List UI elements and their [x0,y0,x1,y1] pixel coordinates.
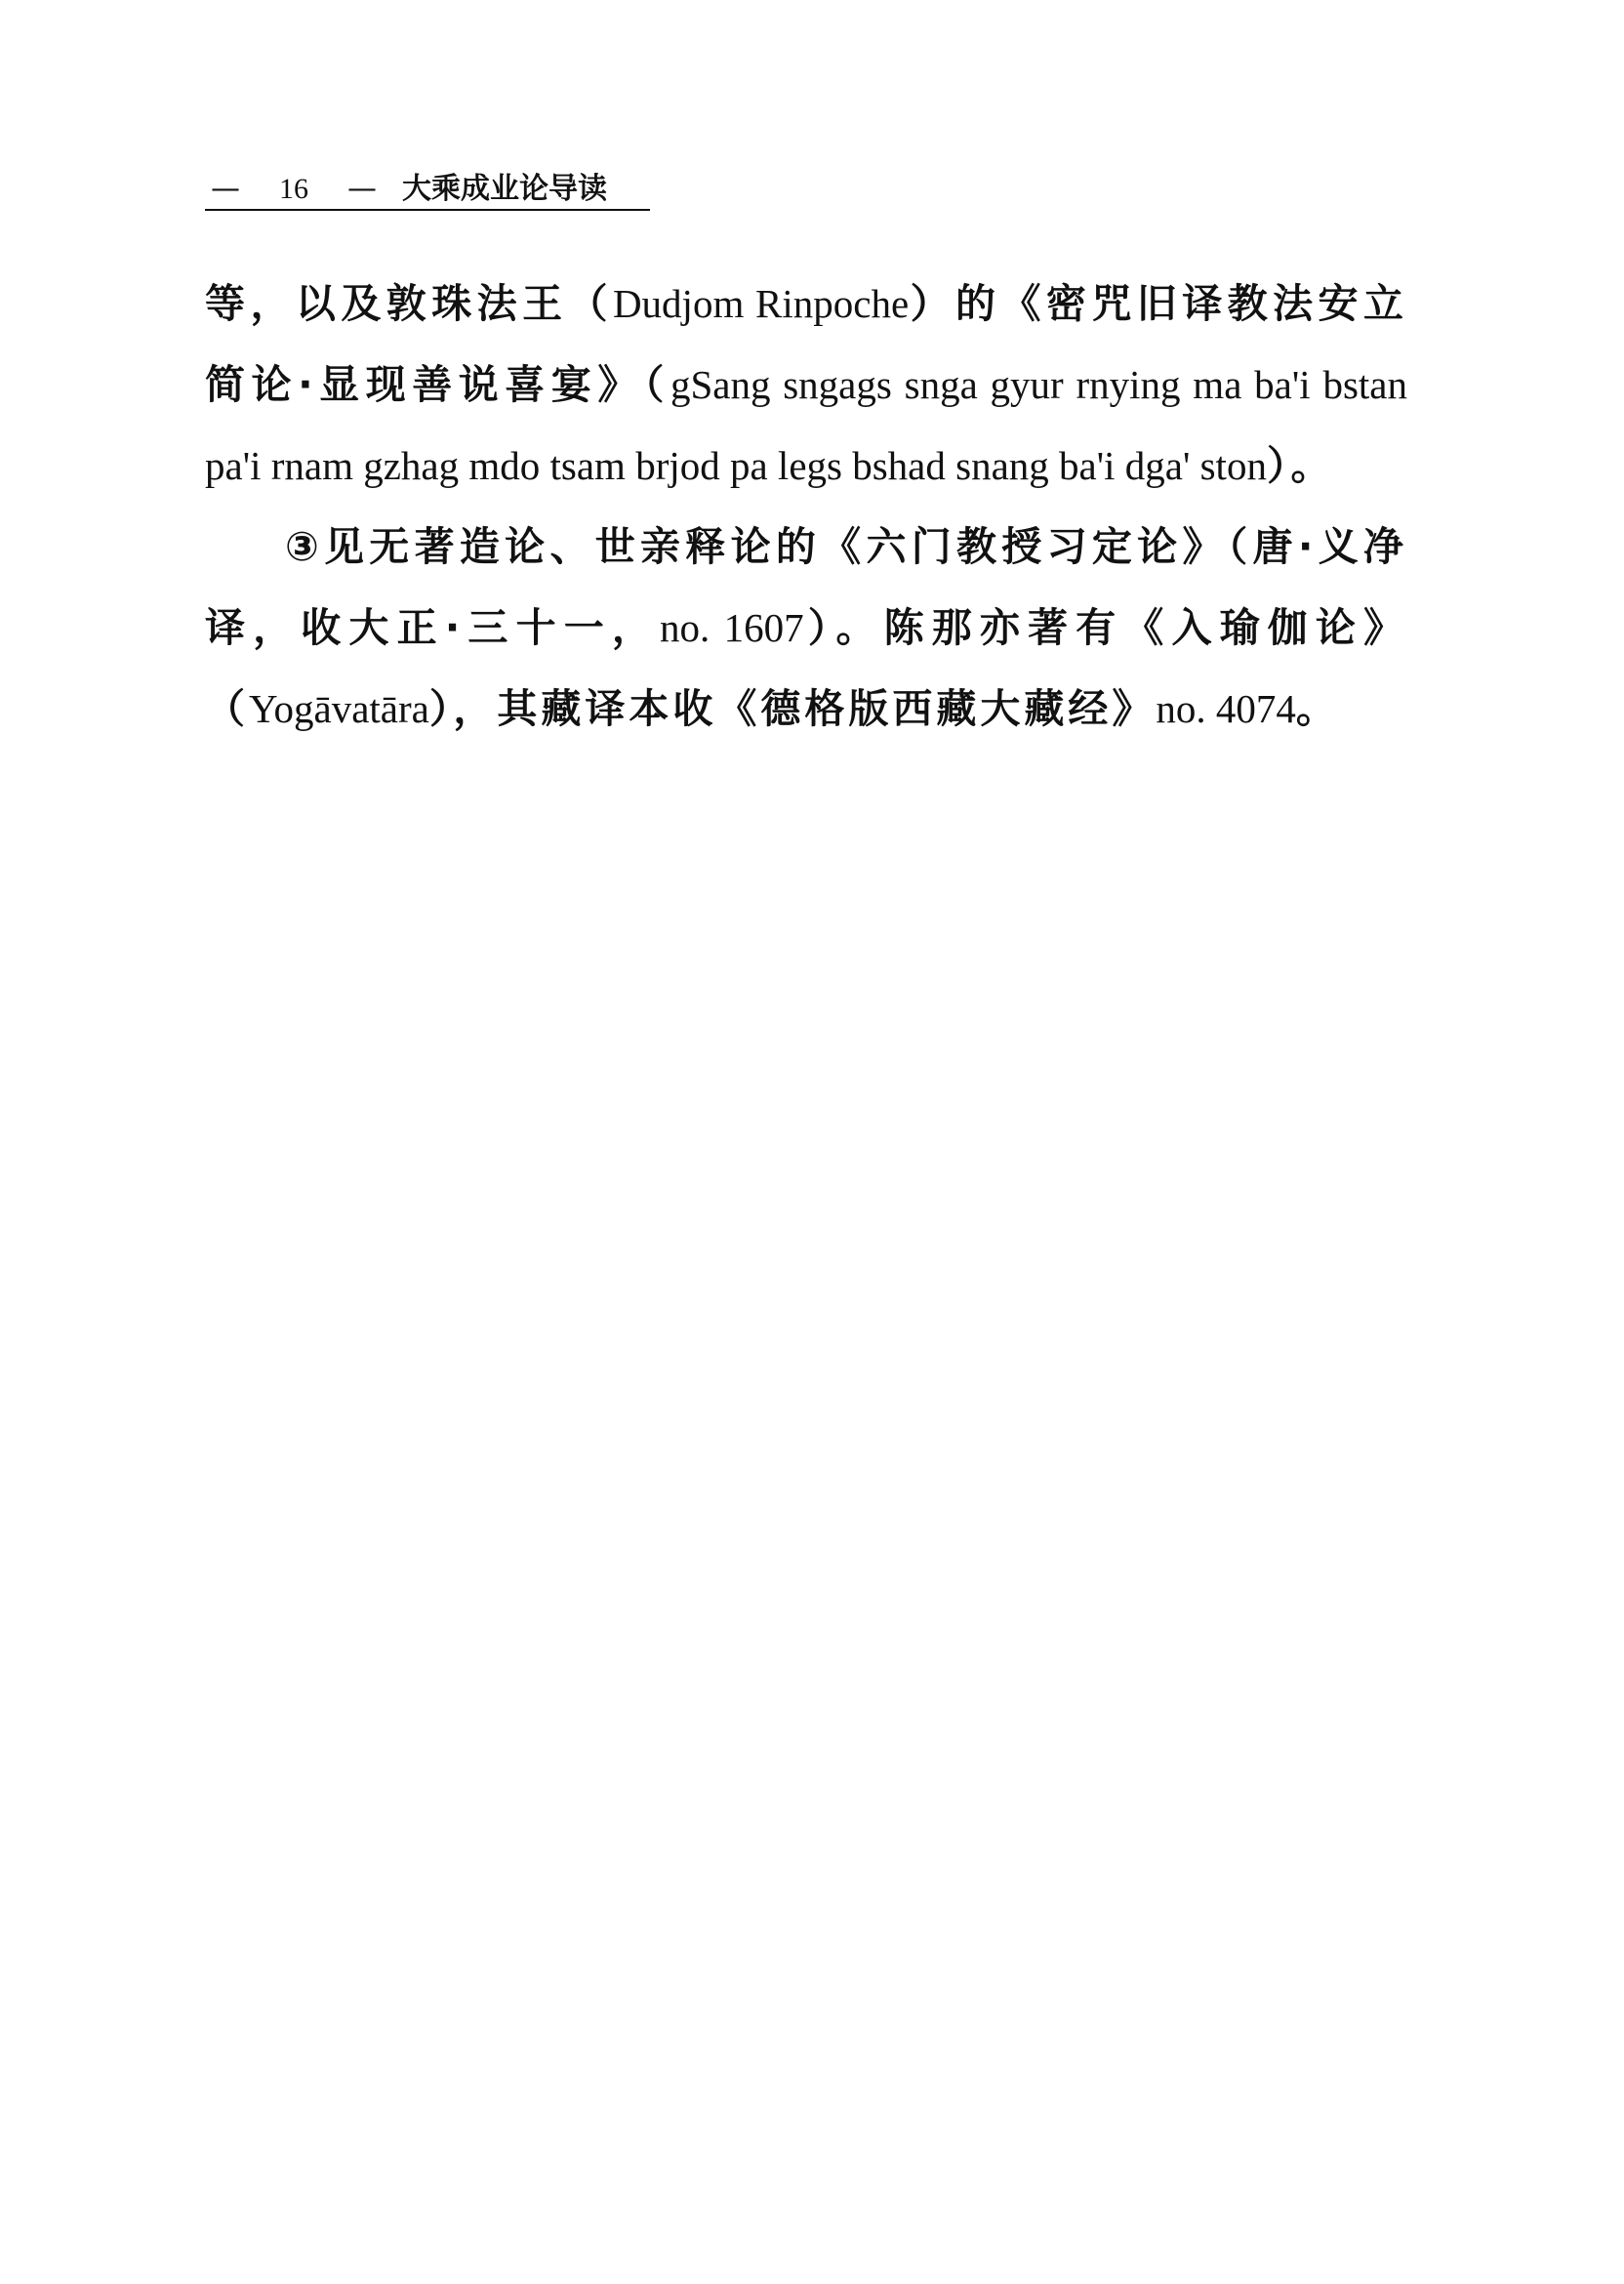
footnote-2-text-3: ）。 [1266,442,1335,489]
footnote-3-text-4: 。 [1295,685,1340,732]
footnote-2-text-2: ）的《密咒旧译教法安立简论·显现善说喜宴》（ [205,280,1407,408]
header-dash-left: — [211,172,240,206]
book-title: 大乘成业论导读 [402,172,607,206]
running-header [205,166,650,211]
header-dash-right: — [347,172,377,206]
footnote-3 [205,507,1407,750]
footnote-3-text-3: ），其藏译本收《德格版西藏大藏经》 [428,685,1157,732]
footnote-2-latin-name: Dudjom Rinpoche [612,281,910,326]
footnote-3-text-1: ③见无著造论、世亲释论的《六门教授习定论》（唐·义净译，收大正·三十一， [205,523,1407,651]
footnote-2-tibetan-title: gSang sngags snga gyur rnying ma ba'i bstan pa'i rnam gzhag mdo tsam brjod pa legs bshad snang ba'i dga' ston [205,362,1407,488]
footnotes-body [205,264,1407,750]
footnote-3-text-2: ）。陈那亦著有《入瑜伽论》（ [205,604,1408,732]
footnote-3-derge-number: no. 4074 [1156,686,1296,731]
footnote-3-taisho-number: no. 1607 [660,605,804,650]
page-number: 16 [279,173,308,205]
footnote-2-continuation [205,264,1407,507]
footnote-3-sanskrit-title: Yogāvatāra [249,686,429,731]
footnote-2-text-1: 等，以及敦珠法王（ [205,280,613,327]
